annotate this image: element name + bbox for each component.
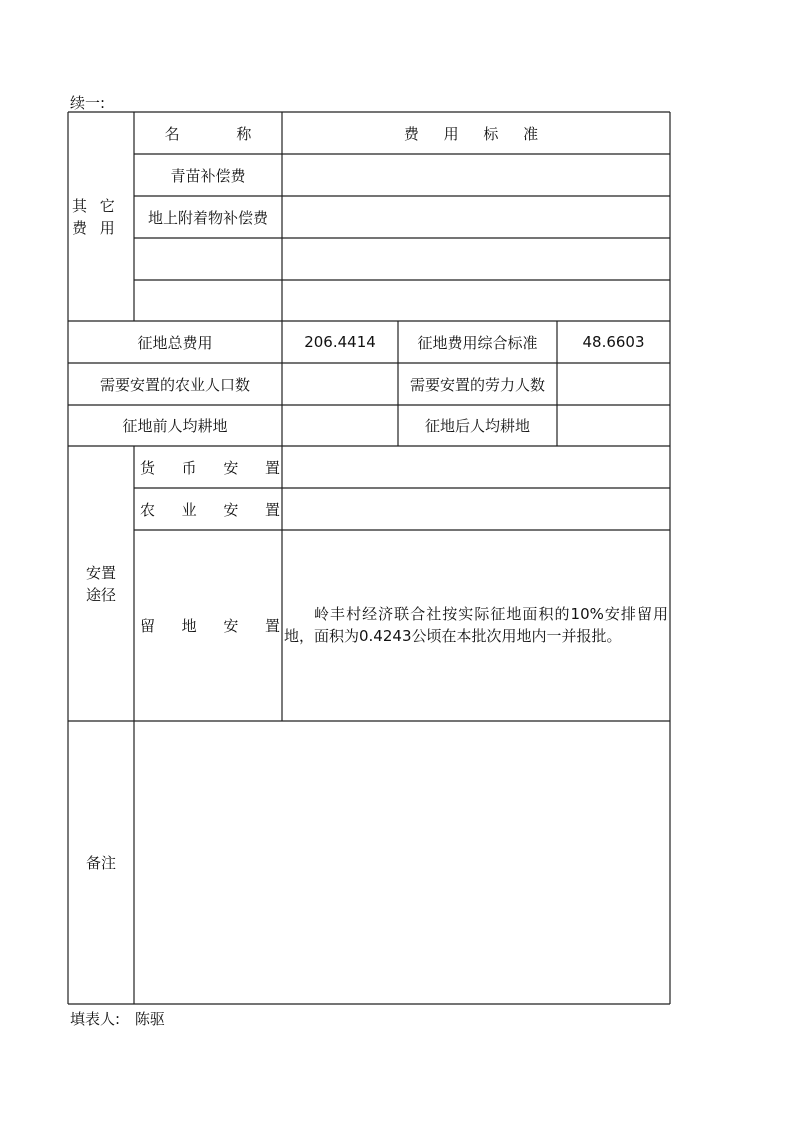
reserved-land-char-2: 地	[181, 617, 197, 635]
fee-item-name-3[interactable]	[134, 238, 282, 280]
monetary-resettlement-label	[134, 446, 282, 488]
fee-item-name-4[interactable]	[134, 280, 282, 321]
monetary-char-2: 币	[181, 458, 197, 477]
total-fee-label: 征地总费用	[137, 333, 213, 352]
per-capita-after-label: 征地后人均耕地	[424, 417, 530, 435]
filler-label: 填表人:	[70, 1010, 121, 1028]
composite-standard-value[interactable]: 48.6603	[582, 333, 645, 351]
fee-item-standard-3[interactable]	[282, 238, 670, 280]
labor-count-label: 需要安置的劳力人数	[409, 375, 545, 394]
labor-count-value[interactable]	[557, 363, 670, 405]
composite-standard-label: 征地费用综合标准	[417, 333, 538, 352]
per-capita-before-value[interactable]	[282, 405, 398, 446]
reserved-land-char-4: 置	[264, 617, 280, 635]
per-capita-after-value[interactable]	[557, 405, 670, 446]
monetary-char-4: 置	[264, 458, 280, 477]
remarks-label: 备注	[85, 854, 116, 872]
filler-name: 陈驱	[134, 1010, 165, 1028]
other-fees-label-text: 其 它 费 用	[72, 196, 119, 237]
resettlement-label-text: 安置途径	[85, 563, 116, 604]
reserved-land-char-3: 安	[223, 617, 239, 635]
monetary-char-1: 货	[140, 458, 156, 477]
monetary-resettlement-value[interactable]	[282, 446, 670, 488]
reserved-land-resettlement-value[interactable]: 岭丰村经济联合社按实际征地面积的10%安排留用地，面积为0.4243公顷在本批次用地内一并报批。	[284, 605, 668, 645]
resettlement-section-label	[68, 446, 134, 721]
remarks-value[interactable]	[134, 721, 670, 1004]
continuation-label: 续一:	[70, 94, 106, 112]
total-fee-value[interactable]: 206.4414	[304, 333, 376, 351]
agri-population-label: 需要安置的农业人口数	[99, 375, 250, 394]
fee-item-standard-2[interactable]	[282, 196, 670, 238]
agricultural-char-4: 置	[264, 500, 280, 519]
agricultural-resettlement-value[interactable]	[282, 488, 670, 530]
agricultural-char-1: 农	[140, 500, 156, 519]
agricultural-char-3: 安	[223, 500, 239, 519]
reserved-land-char-1: 留	[140, 617, 156, 635]
fee-item-standard-4[interactable]	[282, 280, 670, 321]
fee-item-name-2: 地上附着物补偿费	[147, 208, 268, 227]
name-header: 名 称	[164, 124, 278, 143]
filler-row	[70, 1008, 165, 1029]
fee-item-standard-1[interactable]	[282, 154, 670, 196]
fee-item-name-1: 青苗补偿费	[170, 166, 246, 185]
agri-population-value[interactable]	[282, 363, 398, 405]
agricultural-resettlement-label	[134, 488, 282, 530]
per-capita-before-label: 征地前人均耕地	[122, 417, 228, 435]
reserved-land-resettlement-label	[134, 530, 282, 721]
other-fees-section-label	[68, 112, 134, 321]
agricultural-char-2: 业	[181, 500, 197, 519]
monetary-char-3: 安	[223, 458, 239, 477]
standard-header: 费 用 标 准	[403, 124, 549, 143]
